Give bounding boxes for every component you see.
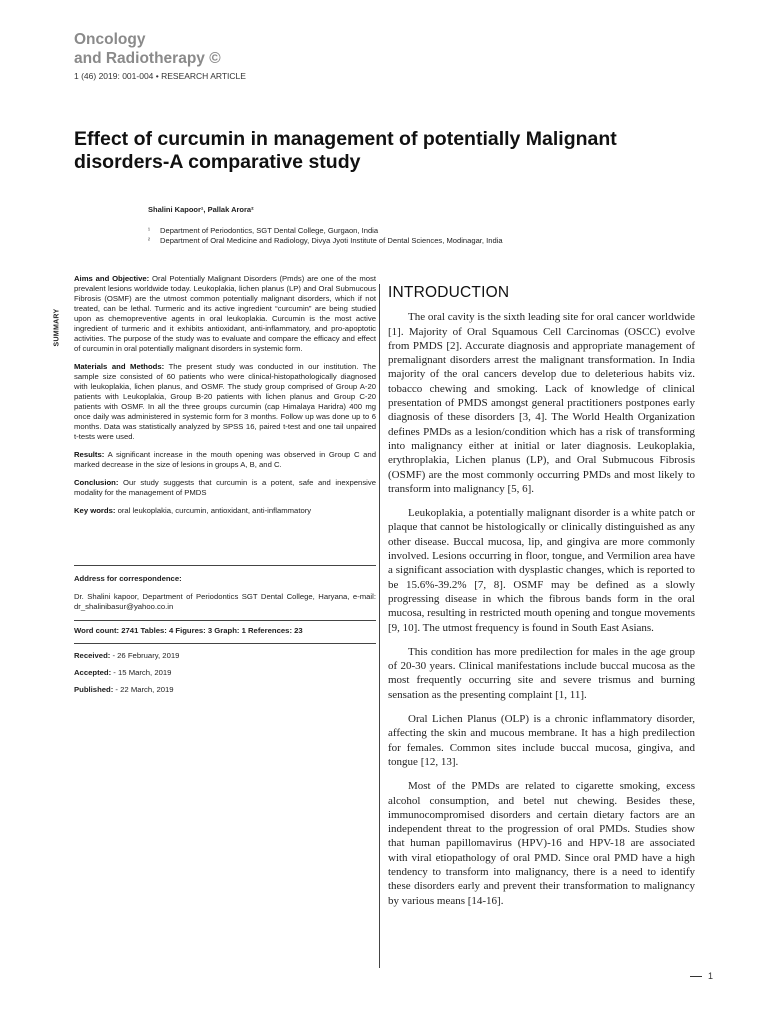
summary-label: SUMMARY (53, 308, 61, 347)
divider (74, 565, 376, 566)
journal-name-line2: and Radiotherapy © (74, 50, 221, 67)
footer-dash (690, 976, 702, 977)
article-title: Effect of curcumin in management of potentially Malignant disorders-A comparative study (74, 128, 617, 173)
abstract (74, 274, 376, 524)
results-label: Results: (74, 450, 105, 459)
abstract-conclusion (74, 478, 376, 498)
journal-name (74, 30, 221, 68)
published-label: Published: (74, 685, 114, 694)
published-date (74, 685, 376, 695)
word-count: Word count: 2741 Tables: 4 Figures: 3 Graph: 1 References: 23 (74, 626, 303, 635)
published-value: - 22 March, 2019 (113, 685, 174, 694)
conclusion-text: Our study suggests that curcumin is a potent, safe and inexpensive modality for the management of PMDS (74, 478, 376, 497)
divider (74, 643, 376, 644)
methods-label: Materials and Methods: (74, 362, 165, 371)
intro-paragraph: Leukoplakia, a potentially malignant disorder is a white patch or plaque that cannot be histologically or clinically distinguished as any other disease. Buccal mucosa, lip, and gingiva are more commonly involved. Lesions occurring in floor, tongue, and Vermilion area have a significant association with dysplastic changes, which is reported to be 15.6%-39.2% [7, 8]. OSMF may be defined as a slowly progressing disease in which the fibrous bands form in the oral mucosa, resulting in restricted mouth opening and tongue movements [9, 10]. The utmost frequency is found in South East Asians. (388, 507, 695, 634)
affiliation-2 (148, 236, 508, 246)
conclusion-label: Conclusion: (74, 478, 119, 487)
abstract-keywords (74, 506, 376, 516)
affiliation-text: Department of Periodontics, SGT Dental College, Gurgaon, India (160, 226, 379, 235)
intro-paragraph: Oral Lichen Planus (OLP) is a chronic inflammatory disorder, affecting the skin and mucous membrane. It has a high predilection for females. Common sites include buccal mucosa, gingiva, and tongue [12, 13]. (388, 713, 695, 768)
aims-text: Oral Potentially Malignant Disorders (Pmds) are one of the most prevalent lesions worldwide today. Leukoplakia, lichen planus (LP) and Oral Submucous Fibrosis (OSMF) are the utmost common potentially malignant disorders, which if not treated, can be lethal. Turmeric and its active ingredient “curcumin” are being studied upon as chemopreventive agents in oral leukoplakia. Curcumin is the most active ingredient of turmeric and it exhibits antioxidant, anti-inflammatory, and pro-apoptotic activities. The purpose of the study was to evaluate and compare the efficacy and effect of curcumin in oral potentially malignant disorders in systemic form. (74, 274, 376, 353)
received-value: - 26 February, 2019 (110, 651, 180, 660)
page-number: 1 (708, 971, 714, 981)
keywords-label: Key words: (74, 506, 116, 515)
issue-line: 1 (46) 2019: 001-004 • RESEARCH ARTICLE (74, 71, 246, 81)
intro-paragraph: Most of the PMDs are related to cigarette smoking, excess alcohol consumption, and betel nut chewing. Besides these, immunocompromised disorders and certain dietary factors are an independent threat to the progression of oral PMDs. Studies show that human papillomavirus (HPV)-16 and HPV-18 are associated with viral etiopathology of oral PMD. Since oral PMD have a high tendency to transform into malignancy, there is a need to identify these disorders early and prevent their transformation to malignancy by various means [14-16]. (388, 780, 695, 907)
abstract-aims (74, 274, 376, 354)
correspondence (74, 574, 376, 612)
received-date (74, 651, 376, 661)
received-label: Received: (74, 651, 111, 660)
column-divider (379, 284, 380, 968)
accepted-date (74, 668, 376, 678)
accepted-value: - 15 March, 2019 (111, 668, 172, 677)
intro-paragraph: This condition has more predilection for males in the age group of 20-30 years. Clinical manifestations include buccal mucosa as the most frequently occurring site and severe trismus and burning sensation as the presenting complaint [1, 11]. (388, 645, 695, 701)
correspondence-text: Dr. Shalini kapoor, Department of Periodontics SGT Dental College, Haryana, e-mail: dr_shalinibasur@yahoo.co.in (74, 592, 376, 611)
results-text: A significant increase in the mouth opening was observed in Group C and marked decrease in the size of lesions in groups A, B, and C. (74, 450, 376, 469)
divider (74, 620, 376, 621)
affiliation-number: ¹ (148, 228, 150, 234)
accepted-label: Accepted: (74, 668, 112, 677)
abstract-methods (74, 362, 376, 442)
introduction-section (388, 286, 695, 918)
page-footer (690, 971, 713, 981)
keywords-text: oral leukoplakia, curcumin, antioxidant, anti-inflammatory (115, 506, 312, 515)
affiliation-text: Department of Oral Medicine and Radiology, Divya Jyoti Institute of Dental Sciences, Modinagar, India (160, 236, 503, 245)
aims-label: Aims and Objective: (74, 274, 150, 283)
affiliation-number: ² (148, 238, 150, 244)
intro-paragraph: The oral cavity is the sixth leading site for oral cancer worldwide [1]. Majority of Oral Squamous Cell Carcinomas (OSCC) evolve from PMDS [2]. Accurate diagnosis and appropriate management of premalignant disorders arrest the malignant transformation. In India majority of the oral cancers develop due to deleterious habits viz. tobacco chewing and smoking. Lack of knowledge of clinical presentation of PMDS amongst general practitioners postpones early diagnosis of these disorders [3, 4]. The World Health Organization defines PMDs as a lesion/condition which has a risk of transforming into malignancy either at initial or later diagnosis. Leukoplakia, erythroplakia, Lichen planus (LP), and Oral Submucous Fibrosis (OSMF) are the most commonly occurring PMDs and most likely to transform into malignancy [5, 6]. (388, 311, 695, 495)
methods-text: The present study was conducted in our institution. The sample size consisted of 60 patients who were clinical-histopathologically diagnosed with leukoplakia, lichen planus, and OSMF. The study group comprised of Group A-20 patients with Leukoplakia, Group B-20 patients with lichen planus and Group C-20 patients with OSMF. In all the three groups curcumin (cap Himalaya Haridra) 400 mg once daily was administered in systemic form for 3 months. Follow up was done up to 6 months. Data was statistically analyzed by SPSS 16, paired t-test and one tail unpaired t-tests were used. (74, 362, 376, 441)
journal-name-line1: Oncology (74, 31, 146, 48)
affiliations (148, 226, 508, 246)
abstract-results (74, 450, 376, 470)
authors: Shalini Kapoor¹, Pallak Arora² (148, 205, 254, 214)
affiliation-1 (148, 226, 508, 236)
correspondence-label: Address for correspondence: (74, 574, 182, 583)
introduction-heading: INTRODUCTION (388, 284, 510, 301)
